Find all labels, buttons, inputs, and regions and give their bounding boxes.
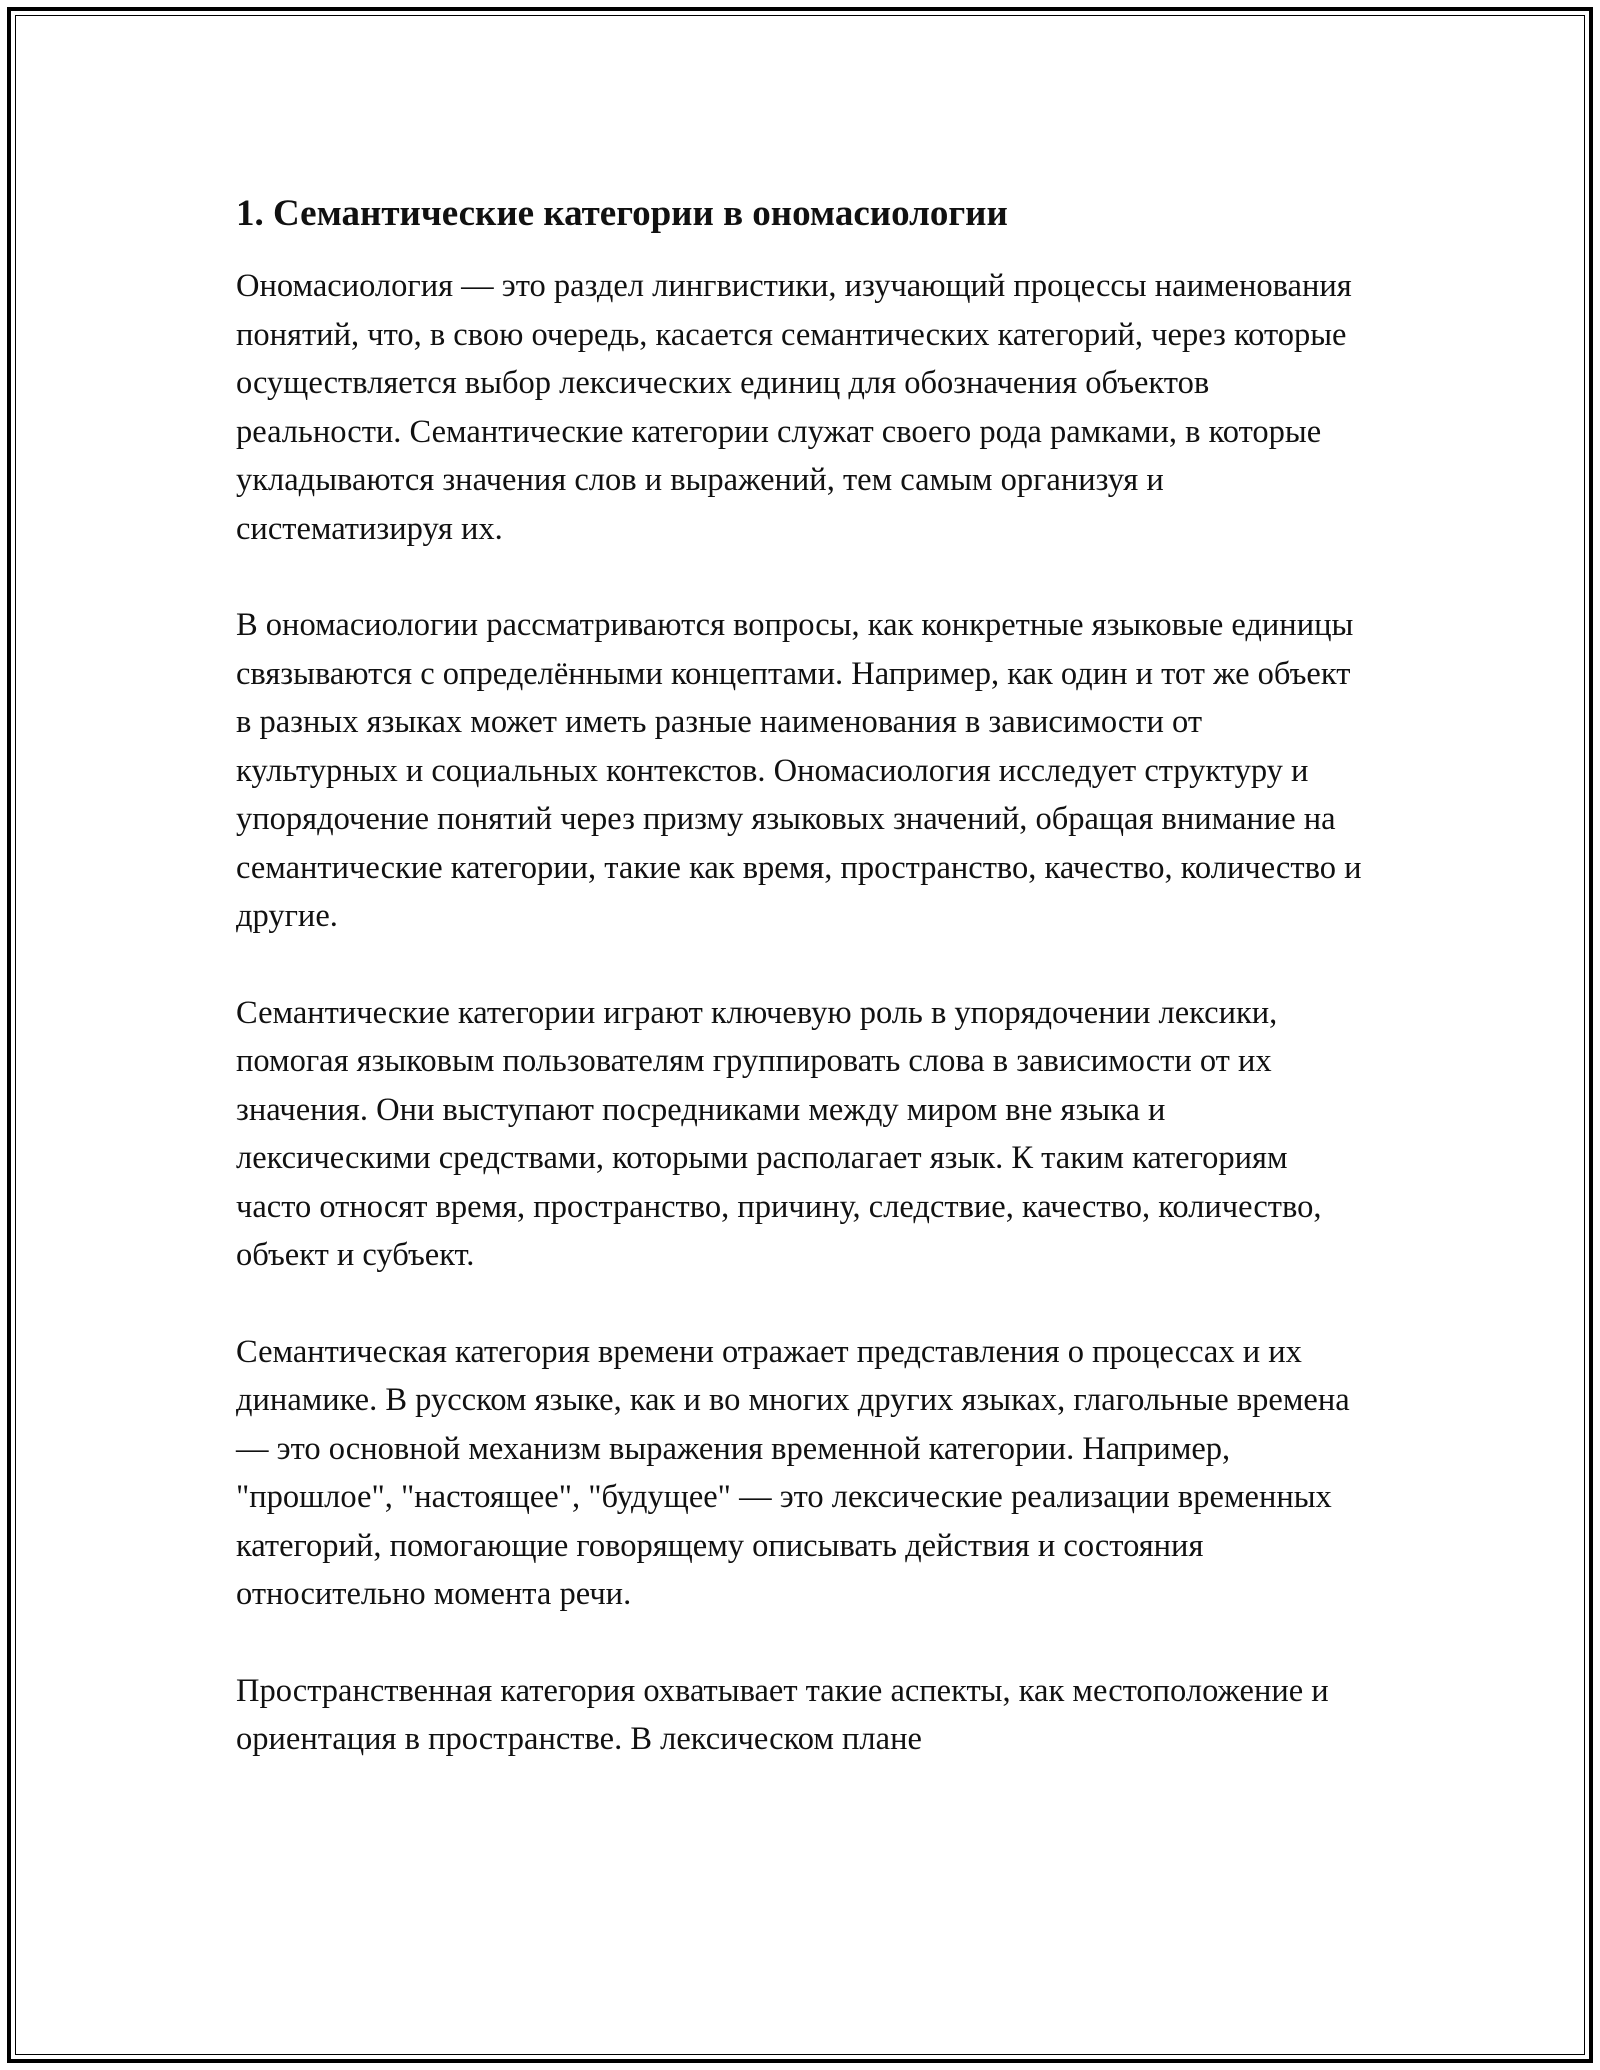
document-body [236, 188, 1366, 1812]
paragraph-5: Пространственная категория охватывает такие аспекты, как местоположение и ориентация в пространстве. В лексическом плане [236, 1672, 1329, 1757]
paragraph-1: Ономасиология — это раздел лингвистики, изучающий процессы наименования понятий, что, в свою очередь, касается семантических категорий, через которые осуществляется выбор лексических единиц для обозначения объектов реальности. Семантические категории служат своего рода рамками, в которые укладываются значения слов и выражений, тем самым организуя и систематизируя их. [236, 268, 1352, 547]
section-heading: 1. Семантические категории в ономасиологии [236, 193, 1008, 234]
paragraph-2: В ономасиологии рассматриваются вопросы, как конкретные языковые единицы связываются с определёнными концептами. Например, как один и тот же объект в разных языках может иметь разные наименования в зависимости от культурных и социальных контекстов. Ономасиология исследует структуру и упорядочение понятий через призму языковых значений, обращая внимание на семантические категории, такие как время, пространство, качество, количество и другие. [236, 607, 1362, 934]
paragraph-4: Семантическая категория времени отражает представления о процессах и их динамике. В русском языке, как и во многих других языках, глагольные времена — это основной механизм выражения временной категории. Например, "прошлое", "настоящее", "будущее" — это лексические реализации временных категорий, помогающие говорящему описывать действия и состояния относительно момента речи. [236, 1333, 1350, 1612]
paragraph-3: Семантические категории играют ключевую роль в упорядочении лексики, помогая языковым пользователям группировать слова в зависимости от их значения. Они выступают посредниками между миром вне языка и лексическими средствами, которыми располагает язык. К таким категориям часто относят время, пространство, причину, следствие, качество, количество, объект и субъект. [236, 994, 1322, 1273]
